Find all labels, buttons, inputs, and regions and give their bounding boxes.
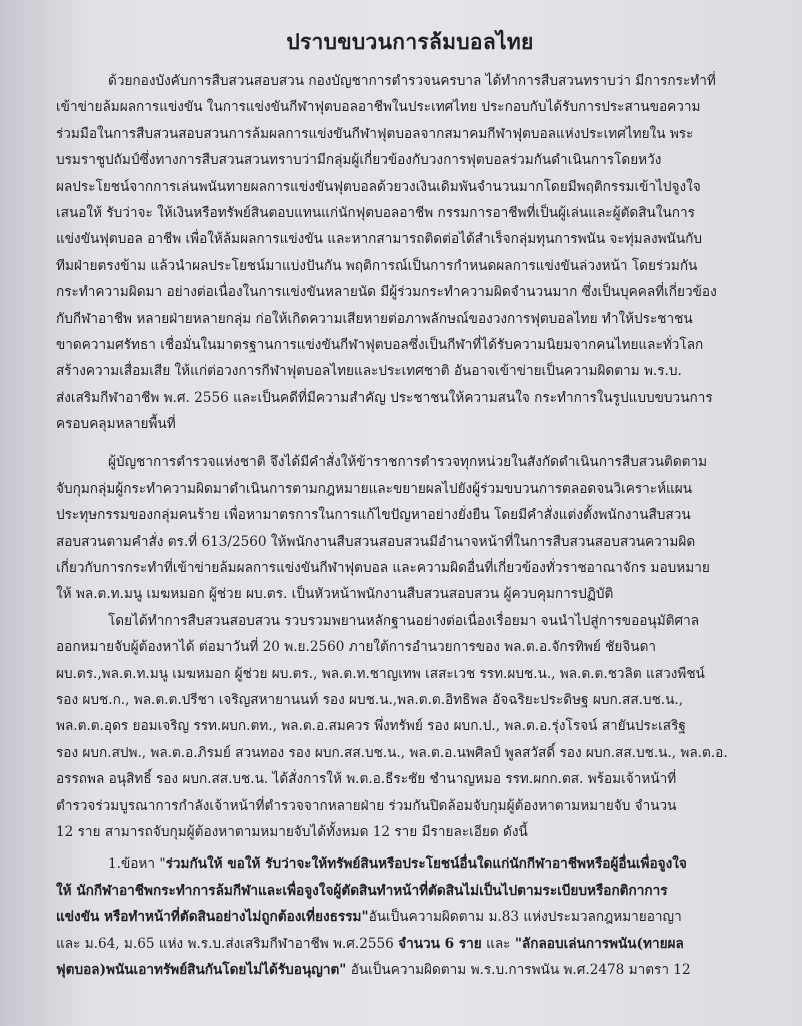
text-line: ผลประโยชน์จากการเล่นพนันทายผลการแข่งขันฟุตบอลด้วยวงเงินเดิมพันจำนวนมากโดยมีพฤติกรรมเข้าไปจูงใจ (56, 178, 701, 195)
charge-text: และ (481, 935, 515, 952)
text-line: เกี่ยวกับการกระทำที่เข้าข่ายล้มผลการแข่งขันกีฬาฟุตบอล และความผิดอื่นที่เกี่ยวข้องทั่วราชอาณาจักร มอบหมาย (56, 560, 710, 577)
text-line: พล.ต.ต.อุดร ยอมเจริญ รรท.ผบก.ตท., พล.ต.อ.สมควร พึ่งทรัพย์ รอง ผบก.ป., พล.ต.อ.รุ่งโรจน์ สายันประเสริฐ (56, 718, 686, 735)
text-line (56, 904, 764, 930)
text-line: ด้วยกองบังคับการสืบสวนสอบสวน กองบัญชาการตำรวจนครบาล ได้ทำการสืบสวนทราบว่า มีการกระทำที่ (108, 73, 716, 89)
paragraph-3 (56, 608, 764, 846)
text-line: ขาดความศรัทธา เชื่อมั่นในมาตรฐานการแข่งขันกีฬาฟุตบอลซึ่งเป็นกีฬาที่ได้รับความนิยมจากคนไทยและทั่วโลก (56, 336, 704, 353)
text-line: ทีมฝ่ายตรงข้าม แล้วนำผลประโยชน์มาแบ่งปันกัน พฤติการณ์เป็นการกำหนดผลการแข่งขันล่วงหน้า โดยร่วมกัน (56, 257, 698, 274)
text-line: รอง ผบก.สปพ., พล.ต.อ.ภิรมย์ สวนทอง รอง ผบก.สส.บช.น., พล.ต.อ.นพศิลป์ พูลสวัสดิ์ รอง ผบก.สส.บช.น., พล.ต.อ. (56, 744, 728, 761)
paragraph-gap (56, 437, 764, 449)
text-line: ผู้บัญชาการตำรวจแห่งชาติ จึงได้มีคำสั่งให้ข้าราชการตำรวจทุกหน่วยในสังกัดดำเนินการสืบสวนติดตาม (108, 454, 708, 471)
text-line: แข่งขันฟุตบอล อาชีพ เพื่อให้ล้มผลการแข่งขัน และหากสามารถติดต่อได้สำเร็จกลุ่มทุนการพนัน จะทุ่มลงพนันกับ (56, 231, 702, 248)
charge-bold-text: ร่วมกันให้ ขอให้ รับว่าจะให้ทรัพย์สินหรือประโยชน์อื่นใดแก่นักกีฬาอาชีพหรือผู้อื่นเพื่อจูงใจ (165, 856, 687, 873)
charge-bold-text: "ลักลอบเล่นการพนัน(ทายผล (514, 935, 684, 952)
text-line: สอบสวนตามคำสั่ง ตร.ที่ 613/2560 ให้พนักงานสืบสวนสอบสวนมีอำนาจหน้าที่ในการสืบสวนสอบสวนความผิด (56, 533, 696, 550)
text-line: กับกีฬาอาชีพ หลายฝ่ายหลายกลุ่ม ก่อให้เกิดความเสียหายต่อภาพลักษณ์ของวงการฟุตบอลไทย ทำให้ประชาชน (56, 310, 693, 327)
charge-prefix: 1.ข้อหา " (108, 856, 166, 873)
paragraph-1 (56, 68, 764, 437)
text-line: บรมราชูปถัมป์ซึ่งทางการสืบสวนสวนทราบว่ามีกลุ่มผู้เกี่ยวข้องกับวงการฟุตบอลร่วมกันดำเนินการโดยหวัง (56, 152, 662, 169)
charge-text: อันเป็นความผิดตาม ม.83 แห่งประมวลกฎหมายอาญา (368, 909, 682, 926)
text-line: สร้างความเสื่อมเสีย ให้แก่ต่อวงการกีฬาฟุตบอลไทยและประเทศชาติ อันอาจเข้าข่ายเป็นความผิดตาม พ.ร.บ. (56, 363, 682, 380)
text-line: โดยได้ทำการสืบสวนสอบสวน รวบรวมพยานหลักฐานอย่างต่อเนื่องเรื่อยมา จนนำไปสู่การขออนุมัติศาล (108, 612, 700, 629)
charge-bold-text: จำนวน 6 ราย (398, 935, 482, 952)
text-line: ร่วมมือในการสืบสวนสอบสวนการล้มผลการแข่งขันกีฬาฟุตบอลจากสมาคมกีฬาฟุตบอลแห่งประเทศไทยใน พระ (56, 125, 694, 142)
charge-bold-text: ฟุตบอล)พนันเอาทรัพย์สินกันโดยไม่ได้รับอนุญาต" (56, 961, 347, 978)
text-line: ออกหมายจับผู้ต้องหาได้ ต่อมาวันที่ 20 พ.ย.2560 ภายใต้การอำนวยการของ พล.ต.อ.จักรทิพย์ ชัยจินดา (56, 639, 657, 656)
text-line: ตำรวจร่วมบูรณาการกำลังเจ้าหน้าที่ตำรวจจากหลายฝ่าย ร่วมกันปิดล้อมจับกุมผู้ต้องหาตามหมายจับ จำนวน (56, 797, 677, 814)
charge-text: และ ม.64, ม.65 แห่ง พ.ร.บ.ส่งเสริมกีฬาอาชีพ พ.ศ.2556 (56, 935, 399, 952)
charge-bold-text: แข่งขัน หรือทำหน้าที่ตัดสินอย่างไม่ถูกต้องเที่ยงธรรม" (56, 909, 369, 926)
text-line (56, 851, 764, 877)
charge-bold-text: ให้ นักกีฬาอาชีพกระทำการล้มกีฬาและเพื่อจูงใจผู้ตัดสินทำหน้าที่ตัดสินไม่เป็นไปตามระเบียบหรือกติกาการ (56, 882, 668, 899)
text-line: ครอบคลุมหลายพื้นที่ (56, 416, 176, 433)
text-line: จับกุมกลุ่มผู้กระทำความผิดมาดำเนินการตามกฎหมายและขยายผลไปยังผู้ร่วมขบวนการตลอดจนวิเคราะห์แผน (56, 480, 693, 497)
text-line: ผบ.ตร.,พล.ต.ท.มนู เมฆหมอก ผู้ช่วย ผบ.ตร., พล.ต.ท.ชาญเทพ เสสะเวช รรท.ผบช.น., พล.ต.ต.ชวลิต แสวงพืชน์ (56, 665, 705, 682)
text-line (56, 931, 764, 957)
text-line: 12 ราย สามารถจับกุมผู้ต้องหาตามหมายจับได้ทั้งหมด 12 ราย มีรายละเอียด ดังนี้ (56, 823, 528, 840)
text-line: รอง ผบช.ก., พล.ต.ต.ปรีชา เจริญสหายานนท์ รอง ผบช.น.,พล.ต.ต.อิทธิพล อัจฉริยะประดิษฐ ผบก.สส.บช.น., (56, 691, 684, 708)
text-line: เข้าข่ายล้มผลการแข่งขัน ในการแข่งขันกีฬาฟุตบอลอาชีพในประเทศไทย ประกอบกับได้รับการประสานขอความ (56, 99, 701, 116)
text-line: เสนอให้ รับว่าจะ ให้เงินหรือทรัพย์สินตอบแทนแก่นักฟุตบอลอาชีพ กรรมการอาชีพที่เป็นผู้เล่นและผู้ตัดสินในการ (56, 204, 695, 221)
paragraph-2 (56, 449, 764, 607)
text-line: ให้ พล.ต.ท.มนู เมฆหมอก ผู้ช่วย ผบ.ตร. เป็นหัวหน้าพนักงานสืบสวนสอบสวน ผู้ควบคุมการปฏิบัติ (56, 586, 614, 603)
text-line: กระทำความผิดมา อย่างต่อเนื่องในการแข่งขันหลายนัด มีผู้ร่วมกระทำความผิดจำนวนมาก ซึ่งเป็นบุคคลที่เกี่ยวข้อง (56, 284, 717, 301)
text-line (56, 957, 764, 983)
text-line (56, 878, 764, 904)
text-line: ส่งเสริมกีฬาอาชีพ พ.ศ. 2556 และเป็นคดีที่มีความสำคัญ ประชาชนให้ความสนใจ กระทำการในรูปแบบขบวนการ (56, 389, 713, 406)
text-line: ประทุษกรรมของกลุ่มคนร้าย เพื่อหามาตรการในการแก้ไขปัญหาอย่างยั่งยืน โดยมีคำสั่งแต่งตั้งพนักงานสืบสวน (56, 507, 691, 524)
charge-item-1 (56, 851, 764, 983)
charge-text: อันเป็นความผิดตาม พ.ร.บ.การพนัน พ.ศ.2478 มาตรา 12 (346, 961, 691, 978)
document-title: ปราบขบวนการล้มบอลไทย (286, 29, 534, 54)
text-line: อรรถพล อนุสิทธิ์ รอง ผบก.สส.บช.น. ได้สั่งการให้ พ.ต.อ.ธีระชัย ชำนาญหมอ รรท.ผกก.ตส. พร้อมเจ้าหน้าที่ (56, 771, 677, 788)
